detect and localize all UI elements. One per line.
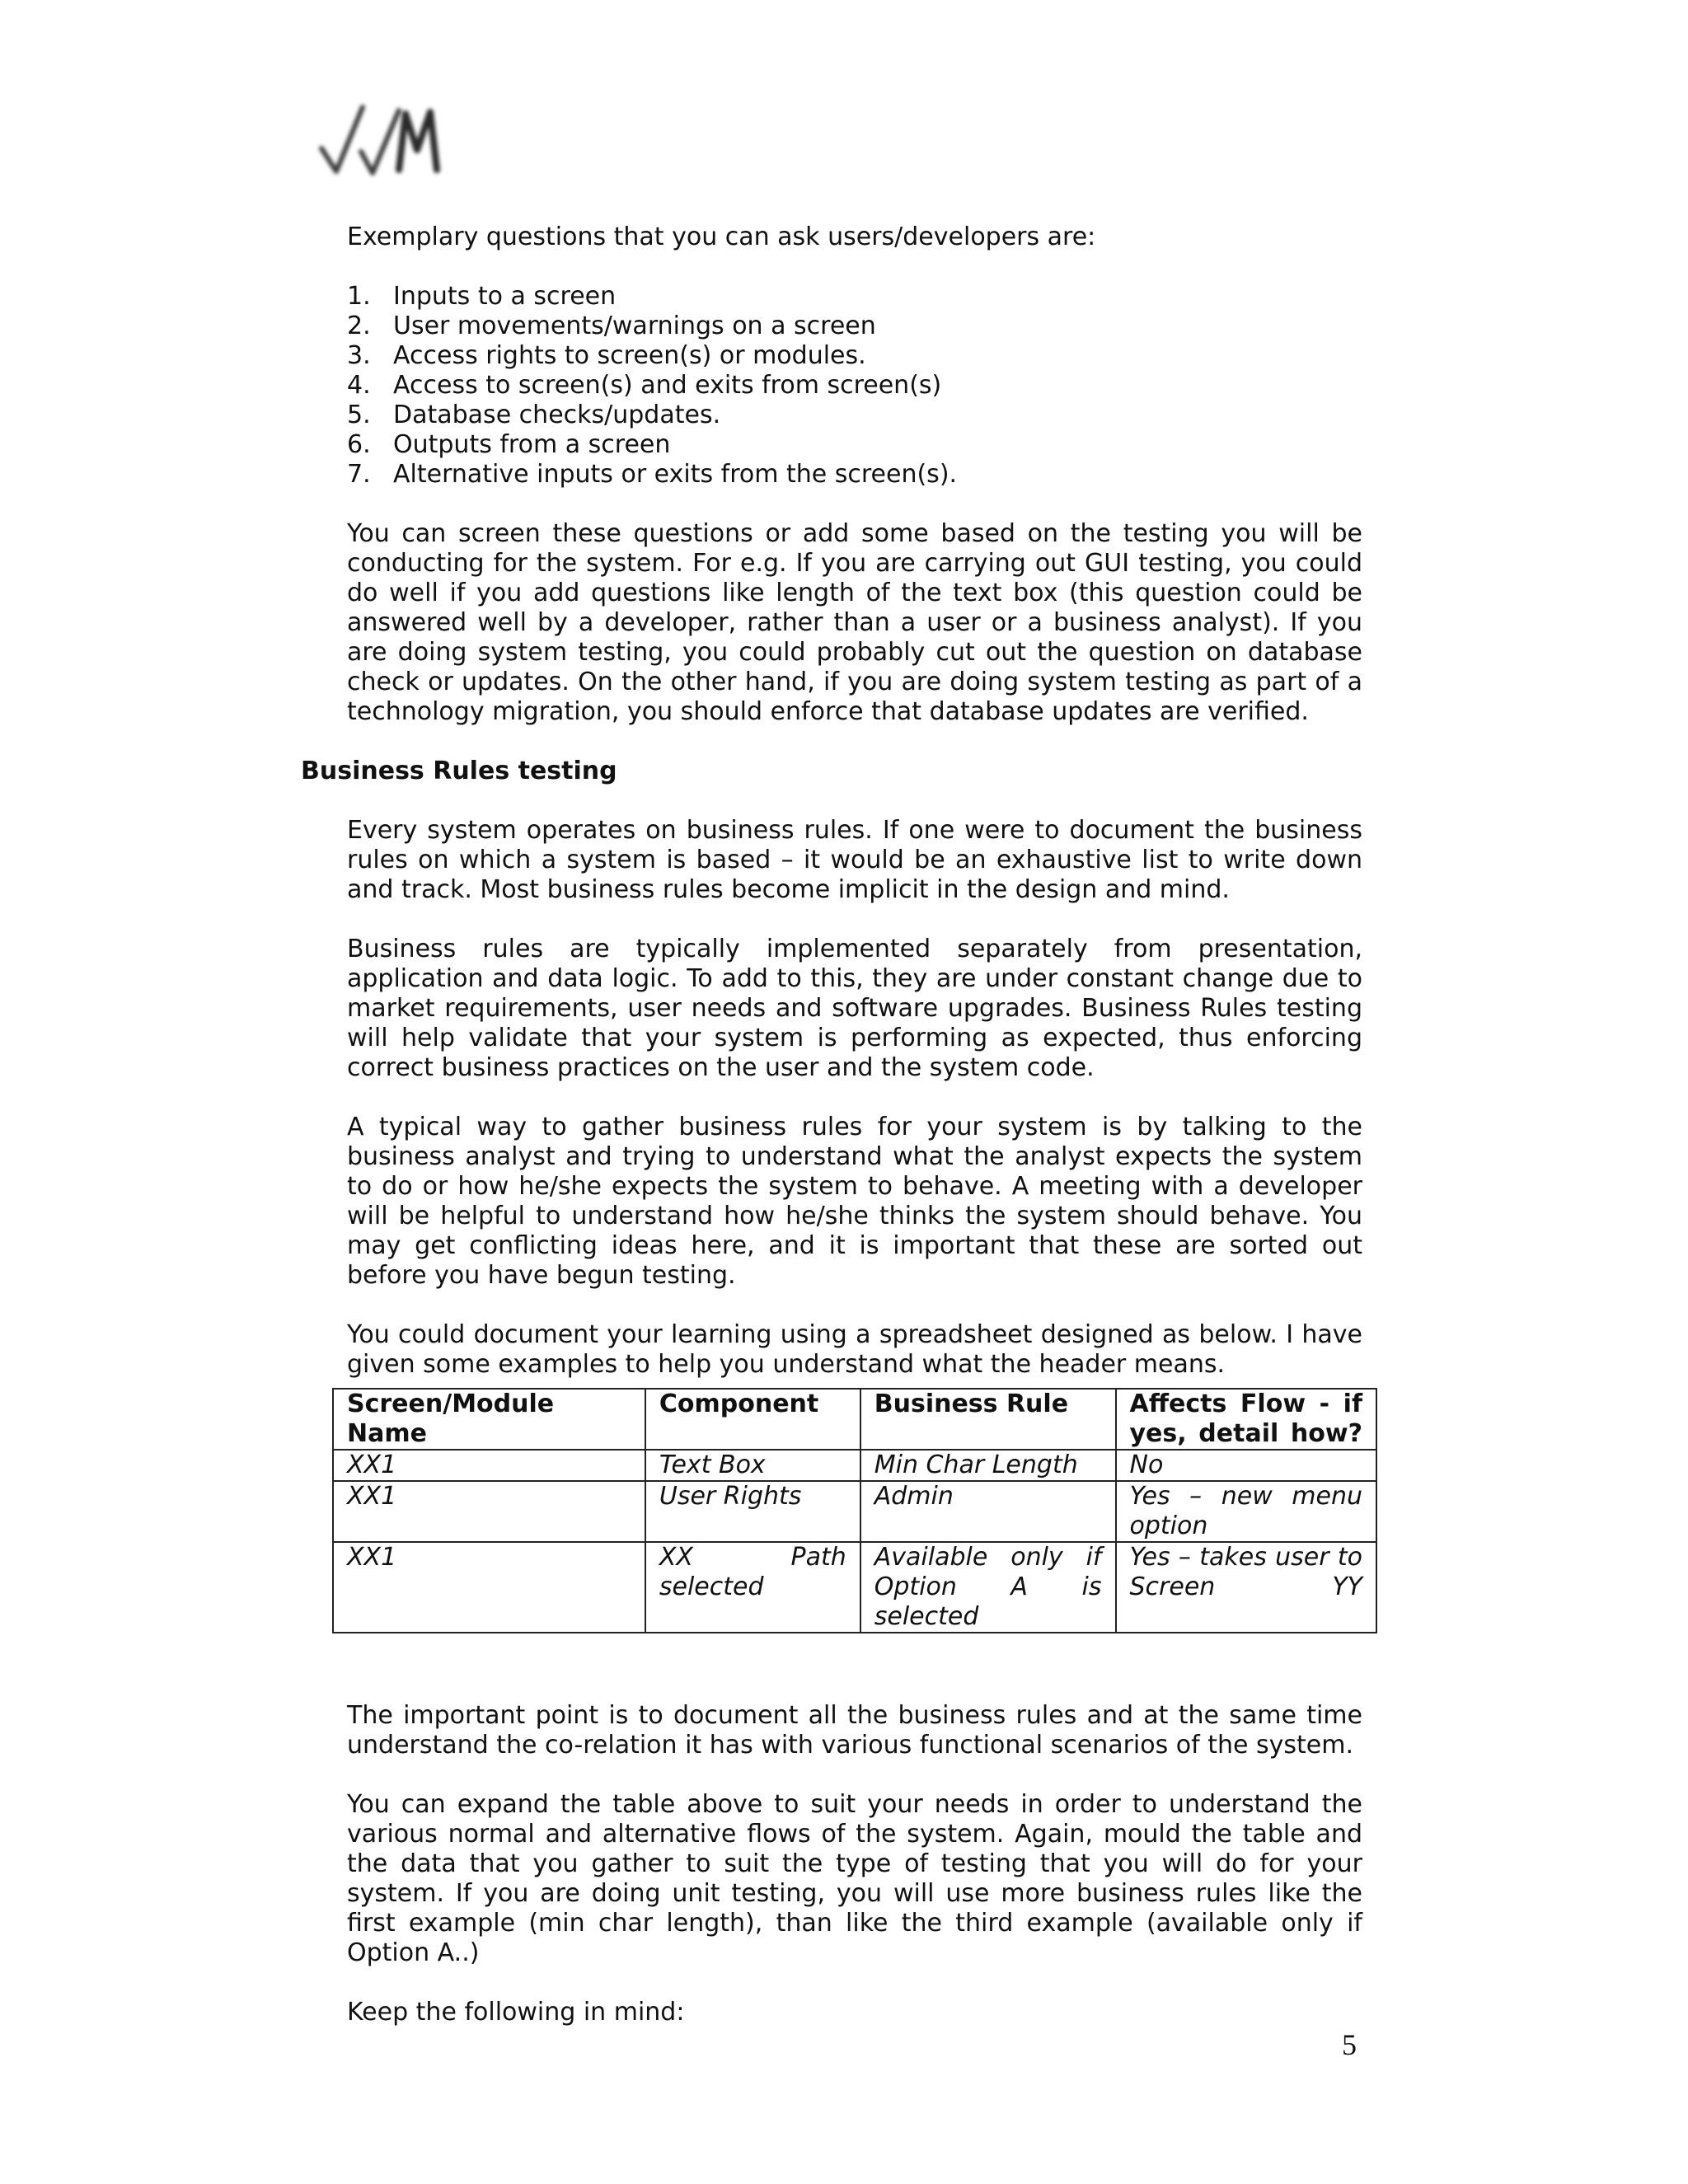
list-item [347,401,1362,430]
intro-paragraph: Exemplary questions that you can ask users/developers are: [347,223,1096,251]
list-item [347,460,1362,490]
list-item-text: Outputs from a screen [393,430,671,459]
checkmarks-logo-icon [313,97,453,188]
questions-list [347,282,1362,490]
business-rules-table [332,1388,1377,1633]
typical-way-paragraph: A typical way to gather business rules for your system is by talking to the business analyst and trying to understand what the analyst expects the system to do or how he/she expects the system to behave. A meeting with a developer will be helpful to understand how he/she thinks the system should behave. You may get conflicting ideas here, and it is important that these are sorted out before you have begun testing. [347,1113,1362,1290]
list-item-text: User movements/warnings on a screen [393,312,876,340]
section-heading: Business Rules testing [301,757,617,785]
expand-table-paragraph: You can expand the table above to suit your needs in order to understand the various normal and alternative flows of the system. Again, mould the table and the data that you gather to suit the type of testing that you will do for your system. If you are doing unit testing, you will use more business rules like the first example (min char length), than like the third example (available only if Option A..) [347,1790,1362,1967]
list-item [347,312,1362,341]
header-cell: Component [645,1389,860,1450]
list-item [347,371,1362,401]
list-item-text: Inputs to a screen [393,282,617,311]
every-system-paragraph: Every system operates on business rules. If one were to document the business rules on which a system is based – it would be an exhaustive list to write down and track. Most business rules become implicit in the design and mind. [347,816,1362,904]
table-cell: User Rights [645,1481,860,1542]
table-cell: Text Box [645,1450,860,1481]
keep-in-mind-paragraph: Keep the following in mind: [347,1998,685,2027]
table-cell: Min Char Length [860,1450,1116,1481]
table-cell: XX1 [333,1450,645,1481]
list-number: 1. [347,282,371,311]
list-item [347,341,1362,371]
list-number: 3. [347,341,371,370]
table-cell: No [1116,1450,1377,1481]
list-number: 7. [347,460,371,489]
list-number: 4. [347,371,371,400]
list-number: 5. [347,401,371,429]
page-number: 5 [1342,2028,1357,2061]
table-row [333,1481,1376,1542]
table-cell: Available only if Option A is selected [860,1542,1116,1633]
list-item-text: Access to screen(s) and exits from screen(s) [393,371,942,400]
list-item-text: Database checks/updates. [393,401,721,429]
document-learning-paragraph: You could document your learning using a spreadsheet designed as below. I have given some examples to help you understand what the header means. [347,1320,1362,1379]
list-item [347,282,1362,312]
table-cell: Yes – new menu option [1116,1481,1377,1542]
page-content [301,223,1362,2057]
list-item-text: Alternative inputs or exits from the screen(s). [393,460,958,489]
list-number: 6. [347,430,371,459]
rules-implemented-paragraph: Business rules are typically implemented separately from presentation, application and data logic. To add to this, they are under constant change due to market requirements, user needs and software upgrades. Business Rules testing will help validate that your system is performing as expected, thus enforcing correct business practices on the user and the system code. [347,935,1362,1082]
header-cell: Affects Flow - if yes, detail how? [1116,1389,1377,1450]
header-cell: Business Rule [860,1389,1116,1450]
list-item [347,430,1362,460]
table-row [333,1450,1376,1481]
table-cell: XX1 [333,1542,645,1633]
list-item-text: Access rights to screen(s) or modules. [393,341,866,370]
important-point-paragraph: The important point is to document all the business rules and at the same time understand the co-relation it has with various functional scenarios of the system. [347,1701,1362,1760]
table-header-row [333,1389,1376,1450]
table-cell: XX Path selected [645,1542,860,1633]
list-number: 2. [347,312,371,340]
screen-questions-paragraph: You can screen these questions or add some based on the testing you will be conducting for the system. For e.g. If you are carrying out GUI testing, you could do well if you add questions like length of the text box (this question could be answered well by a developer, rather than a user or a business analyst). If you are doing system testing, you could probably cut out the question on database check or updates. On the other hand, if you are doing system testing as part of a technology migration, you should enforce that database updates are verified. [347,519,1362,726]
header-cell: Screen/Module Name [333,1389,645,1450]
table-cell: XX1 [333,1481,645,1542]
table-cell: Admin [860,1481,1116,1542]
table-row [333,1542,1376,1633]
table-cell: Yes – takes user to Screen YY [1116,1542,1377,1633]
